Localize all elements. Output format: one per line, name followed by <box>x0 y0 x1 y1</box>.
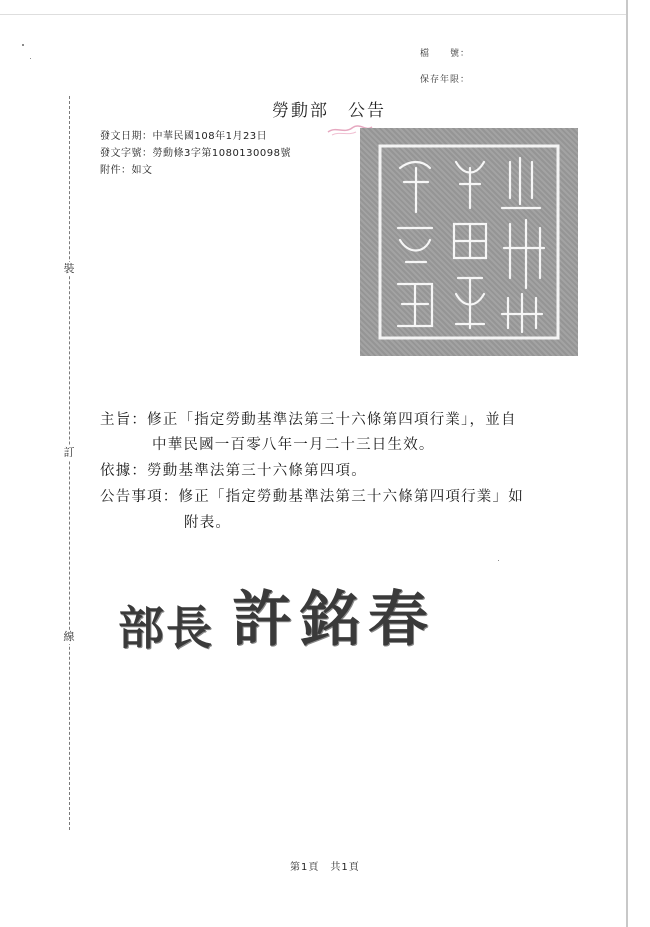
minister-signature <box>118 572 436 655</box>
binding-mark-xian: 線 <box>63 630 75 643</box>
binding-line <box>69 96 70 830</box>
scan-speck <box>498 560 499 561</box>
document-title: 勞動部 公告 <box>272 101 386 121</box>
scan-edge-top <box>0 14 626 15</box>
subject-line-2: 中華民國一百零八年一月二十三日生效。 <box>152 437 435 453</box>
issue-date: 發文日期：中華民國108年1月23日 <box>100 131 268 142</box>
binding-mark-zhuang: 裝 <box>63 262 75 275</box>
signature-title: 部長 <box>118 601 214 655</box>
notice-line-2: 附表。 <box>184 515 232 531</box>
subject-line-1: 主旨：修正「指定勞動基準法第三十六條第四項行業」，並自 <box>100 412 517 428</box>
scan-speck <box>30 58 31 59</box>
notice-line-1: 公告事項：修正「指定勞動基準法第三十六條第四項行業」如 <box>100 489 524 505</box>
scan-speck <box>22 44 24 46</box>
page-number: 第1頁 共1頁 <box>290 862 360 873</box>
scan-edge-right <box>626 0 628 927</box>
file-number-label: 檔 號： <box>420 49 471 59</box>
basis-line: 依據：勞動基準法第三十六條第四項。 <box>100 463 367 479</box>
retention-period-label: 保存年限： <box>420 75 471 85</box>
signature-name: 許銘春 <box>232 585 436 655</box>
binding-mark-ding: 訂 <box>63 446 75 459</box>
official-seal-icon <box>360 128 578 356</box>
attachment-note: 附件：如文 <box>100 165 153 176</box>
issue-number: 發文字號：勞動條3字第1080130098號 <box>100 148 291 159</box>
